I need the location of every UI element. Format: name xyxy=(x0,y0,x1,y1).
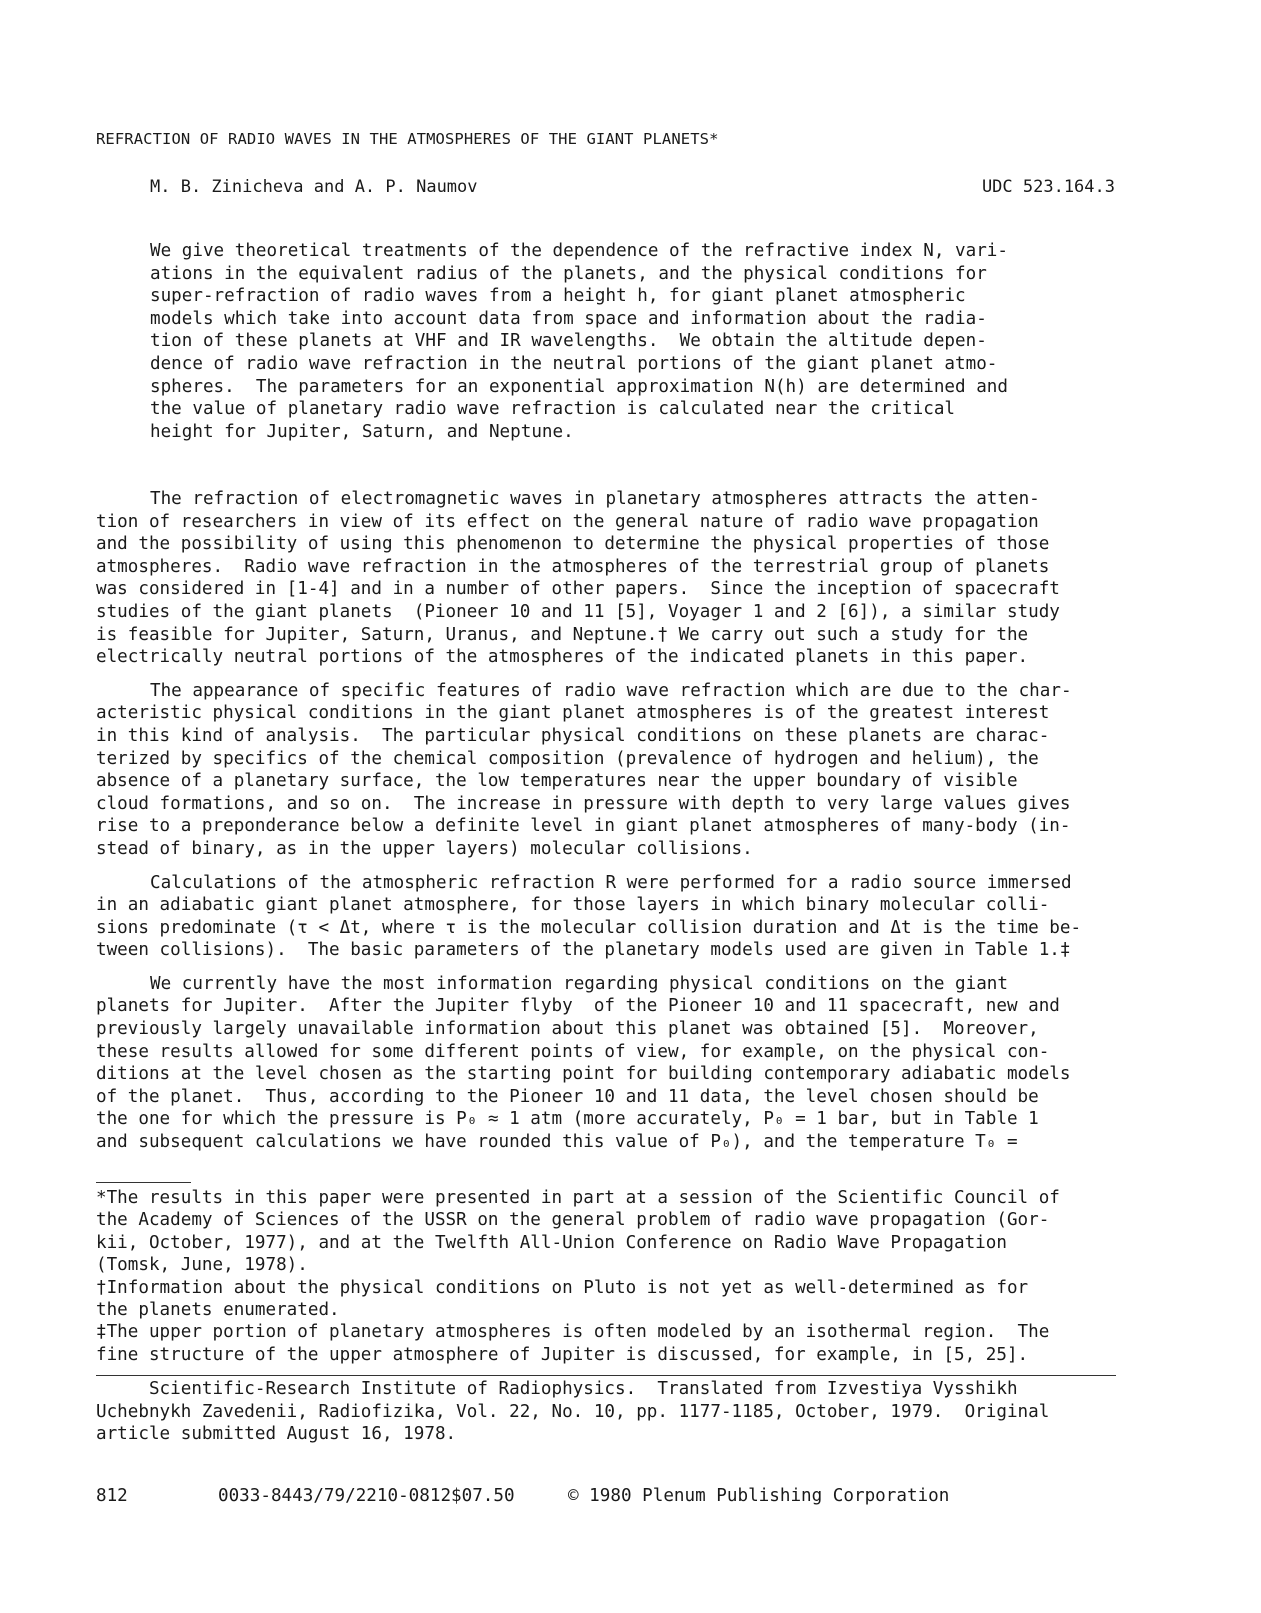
paragraph-line: tion of researchers in view of its effect on the general nature of radio wave propagation xyxy=(96,511,1039,532)
paragraph-line: of the planet. Thus, according to the Pioneer 10 and 11 data, the level chosen should be xyxy=(96,1086,1039,1107)
footnote-line: the Academy of Sciences of the USSR on the general problem of radio wave propagation (Gor- xyxy=(96,1210,1050,1231)
paragraph-line: these results allowed for some different points of view, for example, on the physical con- xyxy=(96,1041,1050,1062)
abstract-line: We give theoretical treatments of the dependence of the refractive index N, vari- xyxy=(150,241,1008,261)
paragraph-line: electrically neutral portions of the atmospheres of the indicated planets in this paper. xyxy=(96,647,1029,668)
paragraph-line: The refraction of electromagnetic waves in planetary atmospheres attracts the atten- xyxy=(150,489,1040,509)
paragraph-line: planets for Jupiter. After the Jupiter flyby of the Pioneer 10 and 11 spacecraft, new and xyxy=(96,996,1060,1017)
paragraph xyxy=(96,488,1136,669)
footnote-divider xyxy=(96,1182,191,1183)
paper-title: REFRACTION OF RADIO WAVES IN THE ATMOSPHERES OF THE GIANT PLANETS* xyxy=(96,130,719,148)
paragraph-line: atmospheres. Radio wave refraction in the atmospheres of the terrestrial group of planets xyxy=(96,556,1050,577)
abstract-line: super-refraction of radio waves from a height h, for giant planet atmospheric xyxy=(150,286,966,307)
copyright: © 1980 Plenum Publishing Corporation xyxy=(568,1486,950,1506)
paragraph-line: cloud formations, and so on. The increase in pressure with depth to very large values gives xyxy=(96,793,1071,814)
paragraph-line: in an adiabatic giant planet atmosphere, for those layers in which binary molecular colli- xyxy=(96,895,1050,916)
paragraph-line: previously largely unavailable information about this planet was obtained [5]. Moreover, xyxy=(96,1019,1039,1040)
footnote-line: the planets enumerated. xyxy=(96,1300,340,1321)
abstract xyxy=(150,240,1070,443)
footnotes xyxy=(96,1187,1136,1366)
paragraph-line: and the possibility of using this phenomenon to determine the physical properties of those xyxy=(96,534,1050,555)
footnote-line: kii, October, 1977), and at the Twelfth All-Union Conference on Radio Wave Propagation xyxy=(96,1232,1007,1253)
abstract-line: ations in the equivalent radius of the planets, and the physical conditions for xyxy=(150,263,987,284)
footnote-line: ‡The upper portion of planetary atmospheres is often modeled by an isothermal region. The xyxy=(96,1322,1050,1343)
footnote-line: †Information about the physical conditions on Pluto is not yet as well-determined as for xyxy=(96,1277,1029,1298)
abstract-line: height for Jupiter, Saturn, and Neptune. xyxy=(150,421,574,442)
abstract-line: dence of radio wave refraction in the neutral portions of the giant planet atmo- xyxy=(150,353,998,374)
paragraph-line: The appearance of specific features of radio wave refraction which are due to the char- xyxy=(150,680,1072,701)
publisher-line: Uchebnykh Zavedenii, Radiofizika, Vol. 22, No. 10, pp. 1177-1185, October, 1979. Original xyxy=(96,1401,1050,1422)
publisher-line: article submitted August 16, 1978. xyxy=(96,1424,457,1445)
page-number: 812 xyxy=(96,1486,128,1506)
paragraph-line: tween collisions). The basic parameters of the planetary models used are given in Table 1.‡ xyxy=(96,940,1071,961)
udc-code: UDC 523.164.3 xyxy=(981,177,1115,197)
footnote-line: fine structure of the upper atmosphere of Jupiter is discussed, for example, in [5, 25]. xyxy=(96,1344,1029,1365)
paragraph-line: terized by specifics of the chemical composition (prevalence of hydrogen and helium), the xyxy=(96,748,1039,769)
publisher-line: Scientific-Research Institute of Radiophysics. Translated from Izvestiya Vysshikh xyxy=(96,1379,1018,1399)
paragraph-line: sions predominate (τ < Δt, where τ is the molecular collision duration and Δt is the time be- xyxy=(96,917,1082,938)
paragraph-line: the one for which the pressure is P₀ ≈ 1 atm (more accurately, P₀ = 1 bar, but in Table 1 xyxy=(96,1109,1039,1130)
paragraph-line: Calculations of the atmospheric refraction R were performed for a radio source immersed xyxy=(150,872,1072,893)
abstract-line: tion of these planets at VHF and IR wavelengths. We obtain the altitude depen- xyxy=(150,331,987,352)
paragraph-line: ditions at the level chosen as the starting point for building contemporary adiabatic models xyxy=(96,1064,1071,1085)
paragraph xyxy=(96,872,1136,962)
paragraph-line: acteristic physical conditions in the giant planet atmospheres is of the greatest interest xyxy=(96,703,1050,724)
paragraph-line: in this kind of analysis. The particular physical conditions on these planets are charac- xyxy=(96,725,1050,746)
paragraph-line: absence of a planetary surface, the low temperatures near the upper boundary of visible xyxy=(96,771,1018,792)
paragraph-line: rise to a preponderance below a definite level in giant planet atmospheres of many-body (in- xyxy=(96,816,1071,837)
abstract-line: the value of planetary radio wave refraction is calculated near the critical xyxy=(150,399,956,420)
publisher-divider xyxy=(96,1375,1116,1376)
abstract-line: models which take into account data from space and information about the radia- xyxy=(150,308,987,329)
paragraph-line: stead of binary, as in the upper layers) molecular collisions. xyxy=(96,838,753,859)
paragraph xyxy=(96,680,1136,861)
abstract-line: spheres. The parameters for an exponential approximation N(h) are determined and xyxy=(150,376,1008,397)
publisher-note xyxy=(96,1378,1136,1446)
authors: M. B. Zinicheva and A. P. Naumov xyxy=(150,177,478,197)
article-code: 0033-8443/79/2210-0812$07.50 xyxy=(218,1486,515,1506)
paragraph-line: and subsequent calculations we have rounded this value of P₀), and the temperature T₀ = xyxy=(96,1132,1018,1153)
paragraph-line: We currently have the most information regarding physical conditions on the giant xyxy=(150,973,1008,994)
body-text xyxy=(96,488,1136,1165)
footnote-line: *The results in this paper were presented in part at a session of the Scientific Council of xyxy=(96,1188,1060,1208)
paragraph xyxy=(96,973,1136,1154)
paragraph-line: is feasible for Jupiter, Saturn, Uranus, and Neptune.† We carry out such a study for the xyxy=(96,624,1029,645)
paragraph-line: studies of the giant planets (Pioneer 10 and 11 [5], Voyager 1 and 2 [6]), a similar study xyxy=(96,601,1060,622)
paragraph-line: was considered in [1-4] and in a number of other papers. Since the inception of spacecraft xyxy=(96,579,1060,600)
footnote-line: (Tomsk, June, 1978). xyxy=(96,1255,308,1276)
